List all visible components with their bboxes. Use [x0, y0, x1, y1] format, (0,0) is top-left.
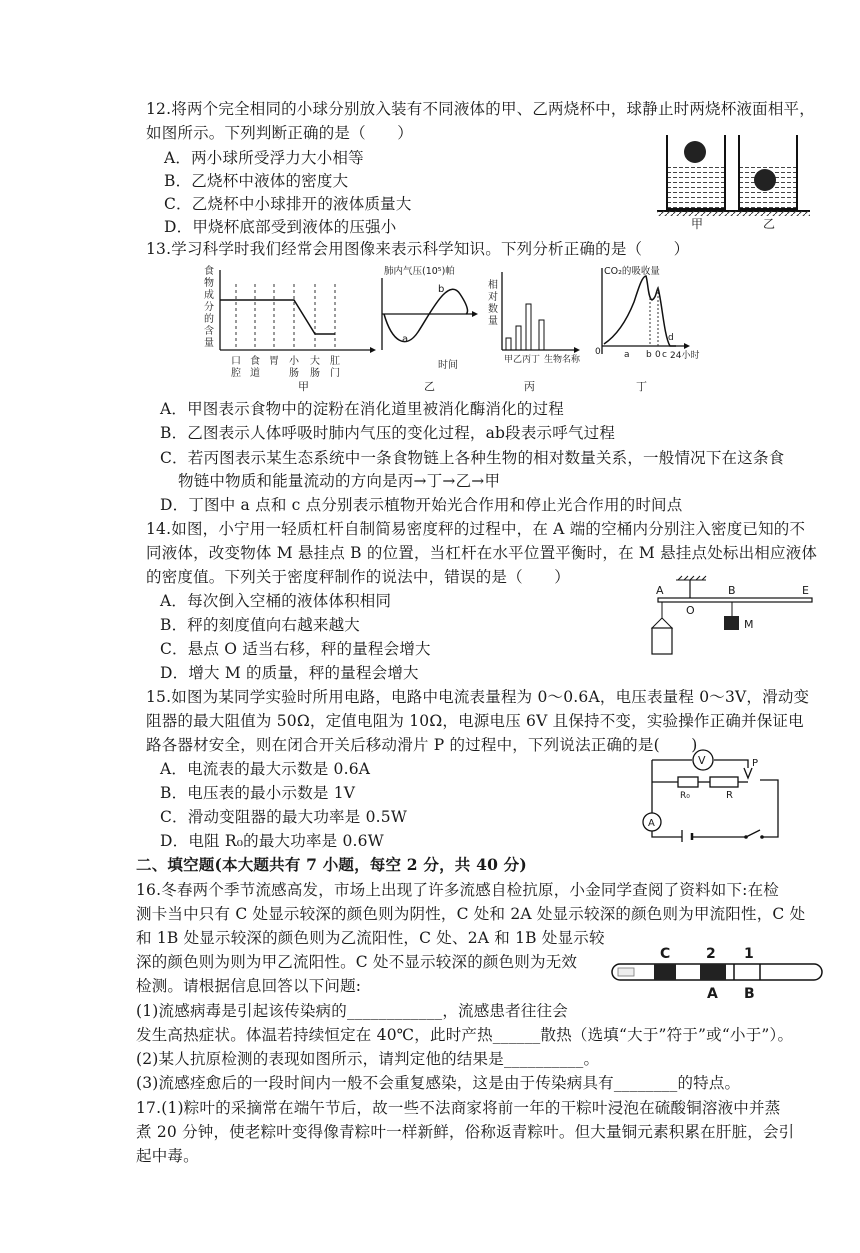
q14-line3: 的密度值。下列关于密度秤制作的说法中，错误的是（ ）	[146, 568, 570, 586]
q13-option-b: B．乙图表示人体呼吸时肺内气压的变化过程，ab段表示呼气过程	[160, 424, 616, 442]
svg-text:B: B	[728, 584, 736, 597]
ball-jia	[684, 141, 706, 163]
resistor-R0	[678, 777, 698, 787]
yi-curve	[384, 289, 468, 341]
svg-text:成: 成	[204, 290, 214, 301]
q17-line1: 17.(1)粽叶的采摘常在端午节后，故一些不法商家将前一年的干粽叶浸泡在硫酸铜溶液中并蒸	[136, 1099, 781, 1117]
svg-text:a: a	[624, 350, 630, 360]
svg-text:B: B	[744, 986, 755, 1002]
q15-option-b: B．电压表的最小示数是 1V	[160, 784, 356, 802]
svg-text:b: b	[438, 284, 445, 295]
q13-option-d: D．丁图中 a 点和 c 点分别表示植物开始光合作用和停止光合作用的时间点	[160, 496, 683, 514]
lever-bar	[658, 598, 812, 602]
q14-line1: 14.如图，小宁用一轻质杠杆自制简易密度秤的过程中，在 A 端的空桶内分别注入密度已知的不	[146, 520, 806, 538]
svg-text:d: d	[668, 333, 674, 343]
bucket	[652, 628, 672, 654]
q13-chart-yi	[378, 262, 478, 392]
q15-circuit-figure	[638, 742, 790, 842]
svg-text:的: 的	[204, 314, 214, 325]
svg-text:肠: 肠	[310, 368, 320, 379]
svg-text:甲: 甲	[298, 380, 309, 393]
svg-text:量: 量	[488, 316, 498, 327]
svg-text:生物名称: 生物名称	[544, 355, 581, 365]
svg-text:时间: 时间	[438, 360, 458, 371]
q13-option-c: C．若丙图表示某生态系统中一条食物链上各种生物的相对数量关系，一般情况下在这条食	[160, 449, 785, 467]
q16-line4: 深的颜色则为则为甲乙流阳性。C 处不显示较深的颜色则为无效	[136, 953, 578, 971]
svg-text:肠: 肠	[289, 368, 299, 379]
rheostat-R	[710, 777, 738, 787]
ball-yi	[754, 169, 776, 191]
q17-line2: 煮 20 分钟，使老粽叶变得像青粽叶一样新鲜，俗称返青粽叶。但大量铜元素积累在肝脏，会引	[136, 1123, 795, 1141]
label-yi: 乙	[763, 217, 776, 231]
q13-chart-bing	[486, 262, 582, 392]
q12-beakers-figure	[655, 130, 815, 230]
q13-option-a: A．甲图表示食物中的淀粉在消化道里被消化酶消化的过程	[160, 400, 564, 418]
q12-option-a: A．两小球所受浮力大小相等	[164, 149, 364, 167]
svg-text:a: a	[402, 334, 409, 345]
bar-bing	[526, 304, 531, 350]
svg-text:R: R	[726, 790, 733, 801]
q16-line2: 测卡当中只有 C 处显示较深的颜色则为阴性，C 处和 2A 处显示较深的颜色则为甲流阳性，C 处	[136, 905, 806, 923]
svg-text:分: 分	[204, 302, 214, 313]
svg-text:0: 0	[655, 350, 661, 360]
svg-text:肺内气压(10⁵)帕: 肺内气压(10⁵)帕	[384, 266, 455, 277]
svg-text:含: 含	[204, 326, 214, 337]
q15-line2: 阻器的最大阻值为 50Ω，定值电阻为 10Ω，电源电压 6V 且保持不变，实验操作正确并保证电	[146, 712, 804, 730]
mass-M	[724, 616, 739, 630]
svg-text:小: 小	[289, 356, 299, 367]
svg-text:相: 相	[488, 280, 498, 291]
q12-option-b: B．乙烧杯中液体的密度大	[164, 172, 349, 190]
label-jia: 甲	[691, 217, 704, 231]
q16-line5: 检测。请根据信息回答以下问题:	[136, 977, 362, 995]
q15-option-c: C．滑动变阻器的最大功率是 0.5W	[160, 808, 407, 826]
q12-line2: 如图所示。下列判断正确的是（ ）	[146, 124, 413, 142]
q12-line1: 12.将两个完全相同的小球分别放入装有不同液体的甲、乙两烧杯中，球静止时两烧杯液面相平，	[146, 100, 815, 118]
q13-chart-jia	[198, 262, 376, 392]
jia-curve	[220, 300, 335, 334]
svg-text:CO₂的吸收量: CO₂的吸收量	[604, 266, 660, 277]
ding-curve	[604, 276, 676, 346]
band-2A	[700, 964, 726, 980]
svg-text:E: E	[802, 584, 809, 597]
svg-text:大: 大	[310, 356, 320, 367]
q14-option-b: B．秤的刻度值向右越来越大	[160, 616, 360, 634]
q16-line3: 和 1B 处显示较深的颜色则为乙流阳性，C 处、2A 和 1B 处显示较	[136, 929, 605, 947]
svg-text:口: 口	[231, 356, 241, 367]
svg-text:道: 道	[250, 368, 260, 379]
svg-text:A: A	[707, 986, 718, 1002]
svg-text:M: M	[744, 618, 754, 631]
q16-test-card-figure	[610, 942, 825, 1002]
bar-yi	[516, 326, 521, 350]
svg-text:数: 数	[488, 304, 498, 315]
svg-text:A: A	[656, 584, 664, 597]
svg-text:丁: 丁	[636, 380, 647, 393]
svg-text:b: b	[646, 350, 652, 360]
svg-text:甲乙丙丁: 甲乙丙丁	[504, 355, 541, 365]
switch	[746, 830, 760, 837]
svg-text:乙: 乙	[424, 380, 435, 393]
svg-text:门: 门	[330, 368, 340, 379]
svg-text:食: 食	[250, 356, 260, 367]
q12-option-c: C．乙烧杯中小球排开的液体质量大	[164, 195, 412, 213]
q14-option-c: C．悬点 O 适当右移，秤的量程会增大	[160, 640, 431, 658]
svg-text:0: 0	[595, 347, 601, 357]
svg-text:A: A	[648, 818, 655, 829]
q16-sub3: (3)流感痊愈后的一段时间内一般不会重复感染，这是由于传染病具有________的特点。	[136, 1074, 741, 1092]
q13-line1: 13.学习科学时我们经常会用图像来表示科学知识。下列分析正确的是（ ）	[146, 240, 690, 258]
q15-line3: 路各器材安全，则在闭合开关后移动滑片 P 的过程中，下列说法正确的是( )	[146, 736, 698, 754]
band-C	[654, 964, 676, 980]
svg-text:食: 食	[204, 266, 214, 277]
svg-text:物: 物	[204, 278, 214, 289]
q15-line1: 15.如图为某同学实验时所用电路，电路中电流表量程为 0～0.6A，电压表量程 0～3V，滑动变	[146, 688, 810, 706]
svg-text:P: P	[752, 758, 759, 769]
q14-option-a: A．每次倒入空桶的液体体积相同	[160, 592, 392, 610]
svg-text:1: 1	[744, 946, 754, 962]
svg-text:24小时: 24小时	[670, 351, 700, 361]
q14-line2: 同液体，改变物体 M 悬挂点 B 的位置，当杠杆在水平位置平衡时，在 M 悬挂点处标出相应液体	[146, 544, 818, 562]
q16-line1: 16.冬春两个季节流感高发，市场上出现了许多流感自检抗原，小金同学查阅了资料如下:在检	[136, 881, 779, 899]
svg-text:R₀: R₀	[680, 791, 690, 801]
svg-text:肛: 肛	[330, 356, 340, 367]
svg-text:丙: 丙	[524, 380, 535, 393]
q15-option-d: D．电阻 R₀的最大功率是 0.6W	[160, 832, 384, 850]
svg-text:对: 对	[488, 292, 498, 303]
q17-line3: 起中毒。	[136, 1147, 199, 1165]
q16-sub1a: (1)流感病毒是引起该传染病的____________，流感患者往往会	[136, 1002, 568, 1020]
svg-text:量: 量	[204, 338, 214, 349]
q16-sub2: (2)某人抗原检测的表现如图所示，请判定他的结果是__________。	[136, 1050, 600, 1068]
section-2-heading: 二、填空题(本大题共有 7 小题，每空 2 分，共 40 分)	[136, 855, 527, 874]
bar-jia	[506, 338, 511, 350]
q13-chart-ding	[594, 262, 700, 393]
q16-sub1b: 发生高热症状。体温若持续恒定在 40℃，此时产热______散热（选填“大于”符于”或“小于”）。	[136, 1026, 794, 1044]
svg-text:C: C	[660, 946, 671, 962]
q13-option-c-cont: 物链中物质和能量流动的方向是丙→丁→乙→甲	[178, 472, 501, 490]
svg-text:c: c	[662, 350, 667, 360]
svg-text:O: O	[686, 604, 695, 617]
svg-text:V: V	[698, 754, 706, 767]
q14-option-d: D．增大 M 的质量，秤的量程会增大	[160, 664, 419, 682]
q15-option-a: A．电流表的最大示数是 0.6A	[160, 760, 371, 778]
q12-option-d: D．甲烧杯底部受到液体的压强小	[164, 218, 397, 236]
svg-text:腔: 腔	[231, 368, 241, 379]
q14-lever-figure	[640, 576, 820, 668]
svg-text:2: 2	[706, 946, 716, 962]
bar-ding	[539, 320, 544, 350]
svg-text:胃: 胃	[269, 356, 279, 367]
